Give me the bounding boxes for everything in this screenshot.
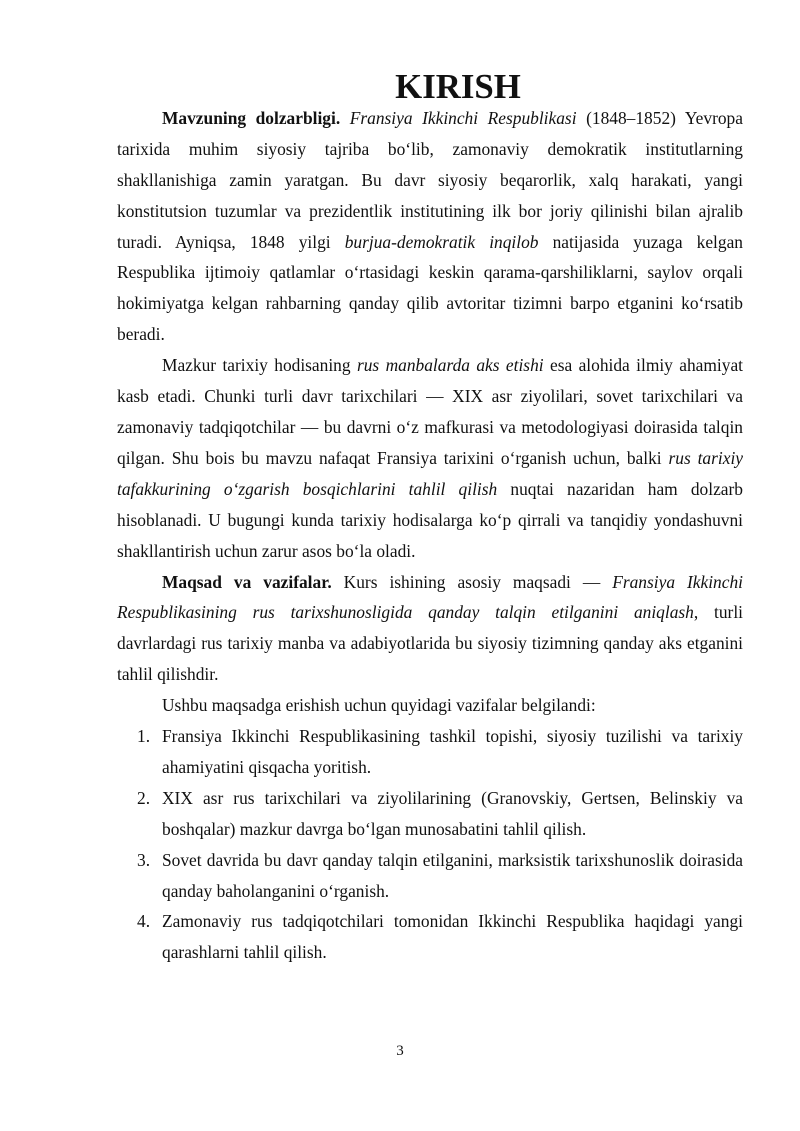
list-item-number: 2. (137, 787, 151, 808)
paragraph-text: esa alohida ilmiy ahamiyat kasb etadi. Chunki turli davr tarixchilari — XIX asr ziyolilari, sovet tarixchilari va zamonaviy tadqiqotchilar — bu davrni o‘z mafkurasi va metodologiyasi doirasida talqin qilgan. Shu bois bu mavzu nafaqat Fransiya tarixini o‘rganish uchun, balki (117, 355, 744, 468)
list-item (117, 721, 743, 783)
emphasis-text: Fransiya Ikkinchi Respublikasi (349, 107, 577, 128)
page-content (117, 67, 744, 968)
paragraph-text: (1848–1852) Yevropa tarixida muhim siyosiy tajriba bo‘lib, zamonaviy demokratik institutlarning shakllanishiga zamin yaratgan. Bu davr siyosiy beqarorlik, xalq harakati, yangi konstitutsion tuzumlar va prezidentlik institutining ilk bor joriy qilinishi bilan ajralib turadi. Ayniqsa, 1848 yilgi (117, 107, 743, 252)
list-item (117, 783, 743, 845)
page-title: KIRISH (395, 67, 521, 106)
paragraph-text: nuqtai nazaridan ham dolzarb hisoblanadi. U bugungi kunda tarixiy hodisalarga ko‘p qirrali va tanqidiy yondashuvni shakllantirish uchun zarur asos bo‘la oladi. (117, 478, 743, 561)
list-item (117, 906, 743, 968)
paragraph-lead: Maqsad va vazifalar. (162, 571, 332, 592)
tasks-list (117, 721, 743, 968)
paragraph-text: natijasida yuzaga kelgan Respublika ijtimoiy qatlamlar o‘rtasidagi keskin qarama-qarshiliklarni, saylov orqali hokimiyatga kelgan rahbarning qanday qilib avtoritar tizimni barpo etganini ko‘rsatib beradi. (117, 231, 743, 345)
list-item-text: Fransiya Ikkinchi Respublikasining tashkil topishi, siyosiy tuzilishi va tarixiy ahamiyatini qisqacha yoritish. (162, 726, 743, 777)
paragraph-text: , turli davrlardagi rus tarixiy manba va adabiyotlarida bu siyosiy tizimning qanday aks etganini tahlil qilishdir. (117, 602, 743, 685)
paragraph-russian-sources (117, 350, 743, 566)
list-item-number: 1. (137, 726, 151, 747)
paragraph-text: Mazkur tarixiy hodisaning (162, 355, 357, 376)
tasks-intro: Ushbu maqsadga erishish uchun quyidagi vazifalar belgilandi: (162, 695, 596, 716)
list-item-number: 4. (137, 911, 151, 932)
emphasis-text: Fransiya Ikkinchi Respublikasining rus tarixshunosligida qanday talqin etilganini aniqlash (117, 571, 743, 623)
paragraph-text (340, 108, 350, 128)
emphasis-text: burjua-demokratik inqilob (344, 231, 539, 252)
paragraph-relevance (117, 103, 743, 350)
list-item-text: XIX asr rus tarixchilari va ziyolilarining (Granovskiy, Gertsen, Belinskiy va boshqalar) mazkur davrga bo‘lgan munosabatini tahlil qilish. (162, 787, 743, 839)
paragraph-goal (117, 567, 743, 691)
emphasis-text: rus tarixiy tafakkurining o‘zgarish bosqichlarini tahlil qilish (117, 447, 743, 499)
page-number: 3 (396, 1043, 404, 1059)
paragraph-lead: Mavzuning dolzarbligi. (162, 107, 341, 128)
list-item-number: 3. (137, 849, 151, 870)
paragraph-text: Kurs ishining asosiy maqsadi — (331, 571, 613, 592)
list-item-text: Zamonaviy rus tadqiqotchilari tomonidan Ikkinchi Respublika haqidagi yangi qarashlarni tahlil qilish. (162, 911, 743, 963)
list-item-text: Sovet davrida bu davr qanday talqin etilganini, marksistik tarixshunoslik doirasida qanday baholanganini o‘rganish. (162, 849, 743, 901)
emphasis-text: rus manbalarda aks etishi (356, 355, 544, 376)
list-item (117, 845, 743, 907)
